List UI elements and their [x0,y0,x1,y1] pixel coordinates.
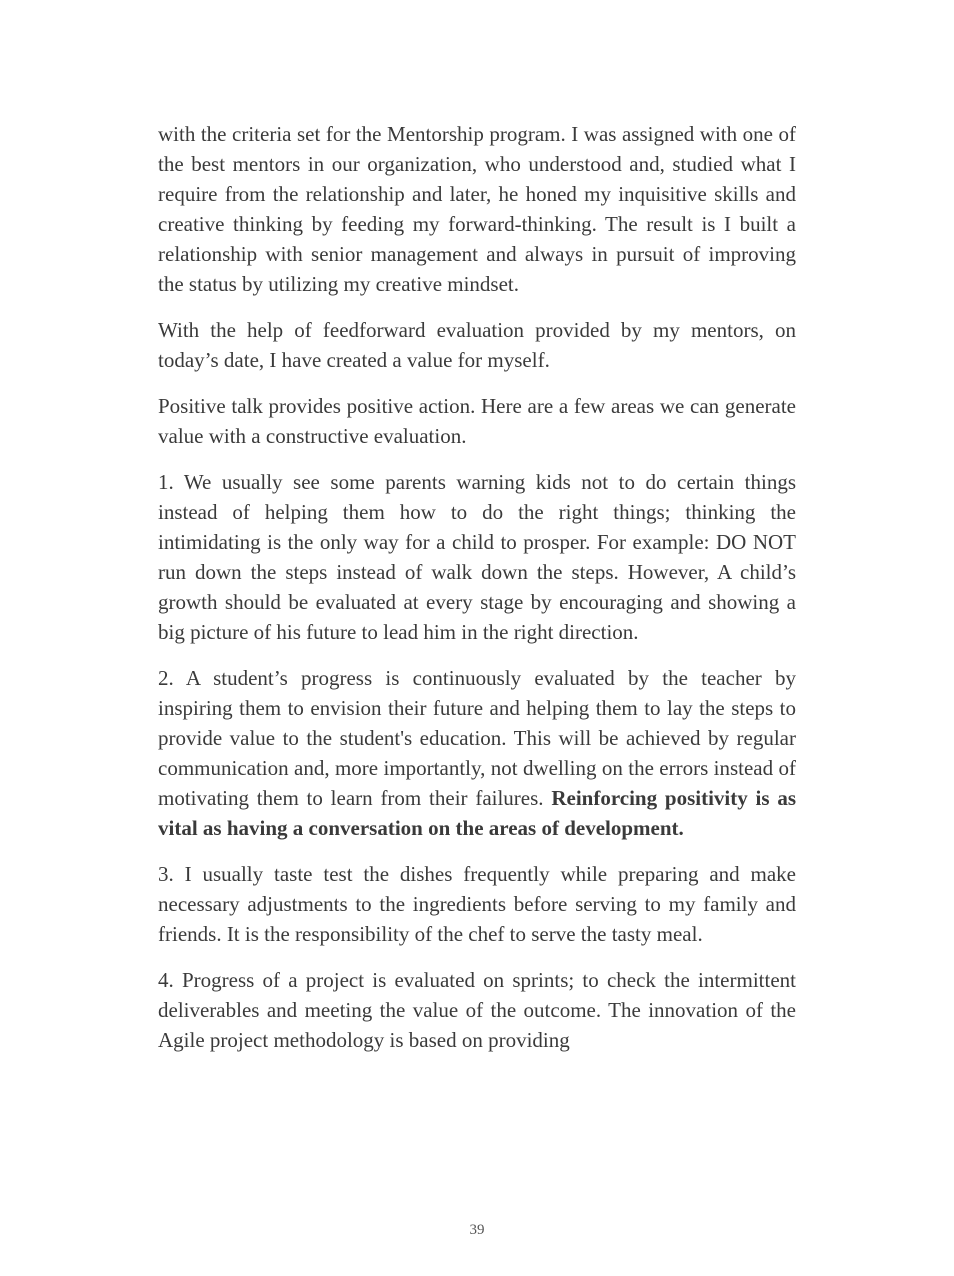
paragraph-mentorship: with the criteria set for the Mentorship program. I was assigned with one of the best mentors in our organization, who understood and, studied what I require from the relationship and later, he honed my inquisitive skills and creative thinking by feeding my forward-thinking. The result is I built a relationship with senior management and always in pursuit of improving the status by utilizing my creative mindset. [158,122,796,296]
list-item-project: 4. Progress of a project is evaluated on sprints; to check the intermittent deliverables and meeting the value of the outcome. The innovation of the Agile project methodology is based on providing [158,968,796,1052]
list-item-parents: 1. We usually see some parents warning kids not to do certain things instead of helping them how to do the right things; thinking the intimidating is the only way for a child to prosper. For example: DO NOT run down the steps instead of walk down the steps. However, A child’s growth should be evaluated at every stage by encouraging and showing a big picture of his future to lead him in the right direction. [158,470,796,644]
page-body [158,119,796,1071]
paragraph-positive-talk: Positive talk provides positive action. Here are a few areas we can generate value with a constructive evaluation. [158,394,796,448]
list-item-chef: 3. I usually taste test the dishes frequently while preparing and make necessary adjustments to the ingredients before serving to my family and friends. It is the responsibility of the chef to serve the tasty meal. [158,862,796,946]
list-item-student [158,663,796,843]
list-item-student-emphasis: Reinforcing positivity is as vital as having a conversation on the areas of development. [158,786,797,840]
paragraph-feedforward: With the help of feedforward evaluation provided by my mentors, on today’s date, I have created a value for myself. [158,318,796,372]
page-number: 39 [469,1222,485,1238]
list-item-student-text: 2. A student’s progress is continuously evaluated by the teacher by inspiring them to envision their future and helping them to lay the steps to provide value to the student's education. This will be achieved by regular communication and, more importantly, not dwelling on the errors instead of motivating them to learn from their failures. [158,666,796,810]
